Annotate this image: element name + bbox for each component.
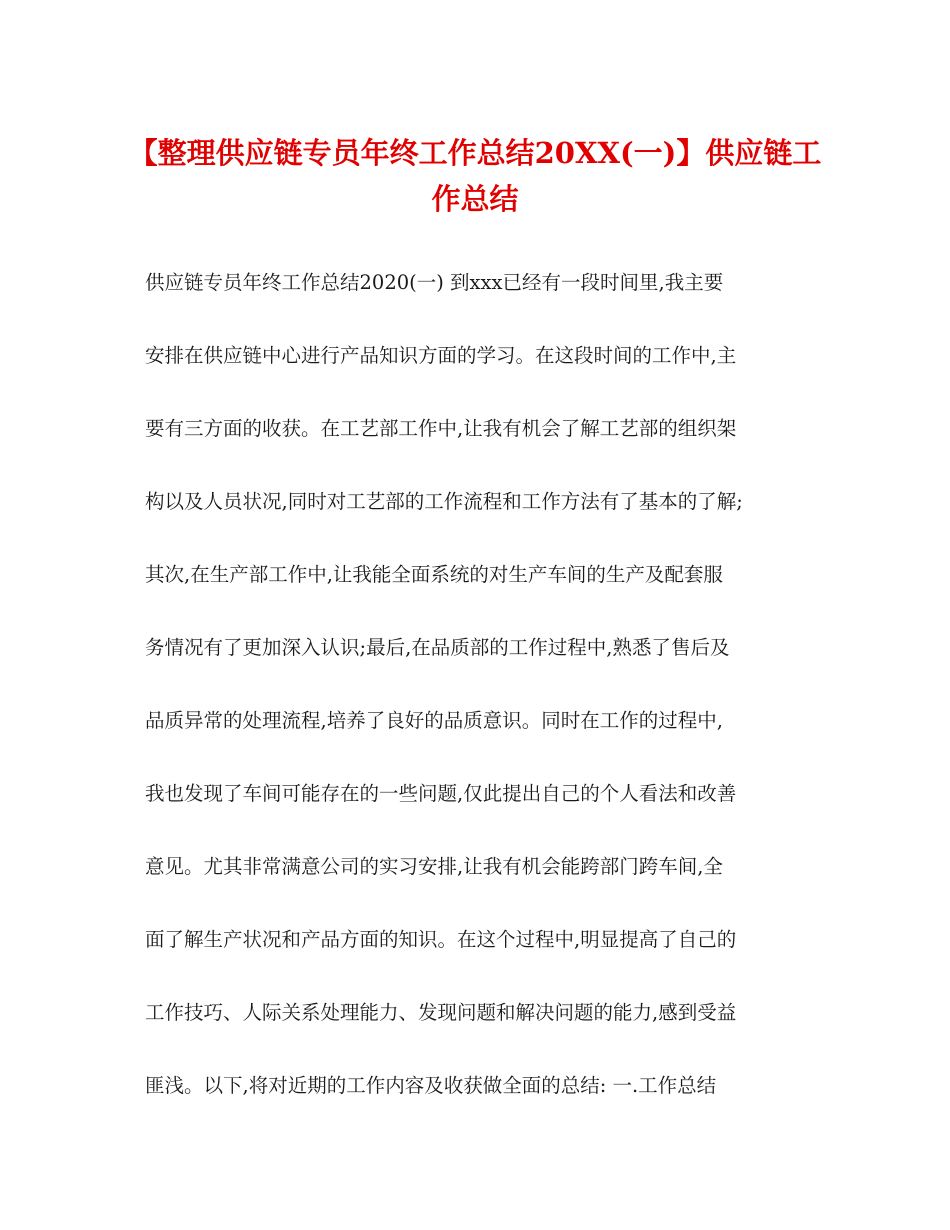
body-text-line: 我也发现了车间可能存在的一些问题,仅此提出自己的个人看法和改善 — [145, 782, 737, 805]
body-text-line: 安排在供应链中心进行产品知识方面的学习。在这段时间的工作中,主 — [145, 344, 737, 367]
body-text-line: 务情况有了更加深入认识;最后,在品质部的工作过程中,熟悉了售后及 — [145, 636, 730, 659]
body-text-line: 构以及人员状况,同时对工艺部的工作流程和工作方法有了基本的了解; — [145, 490, 743, 513]
body-text-line: 供应链专员年终工作总结2020(一) 到xxx已经有一段时间里,我主要 — [145, 271, 724, 294]
document-title-line-1: 【整理供应链专员年终工作总结20XX(一)】供应链工 — [128, 136, 822, 170]
body-text-line: 品质异常的处理流程,培养了良好的品质意识。同时在工作的过程中, — [145, 709, 723, 732]
body-text-line: 工作技巧、人际关系处理能力、发现问题和解决问题的能力,感到受益 — [145, 1001, 737, 1024]
body-text-line: 意见。尤其非常满意公司的实习安排,让我有机会能跨部门跨车间,全 — [145, 855, 723, 878]
body-text-line: 面了解生产状况和产品方面的知识。在这个过程中,明显提高了自己的 — [145, 928, 737, 951]
document-title-line-2: 作总结 — [431, 182, 519, 216]
body-text-line: 匪浅。以下,将对近期的工作内容及收获做全面的总结: 一.工作总结 — [145, 1074, 717, 1097]
body-text-line: 其次,在生产部工作中,让我能全面系统的对生产车间的生产及配套服 — [145, 563, 723, 586]
body-text-line: 要有三方面的收获。在工艺部工作中,让我有机会了解工艺部的组织架 — [145, 417, 737, 440]
